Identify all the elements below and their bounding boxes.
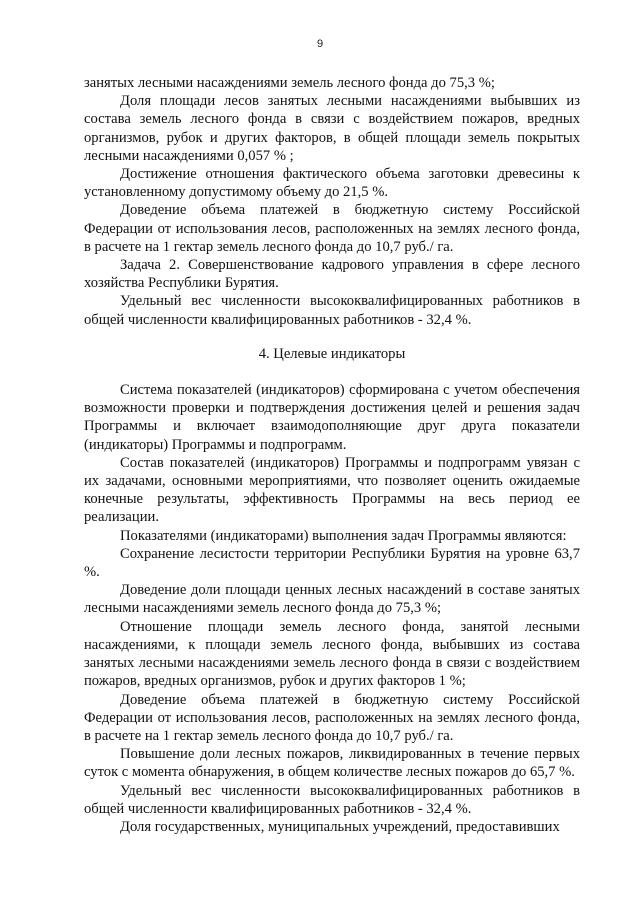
paragraph: Доля площади лесов занятых лесными насаждениями выбывших из состава земель лесного фонда в связи с воздействием пожаров, вредных организмов, рубок и других факторов, в общей площади земель покрытых лесными насаждениями 0,057 % ;: [84, 93, 580, 164]
paragraph-continuation: занятых лесными насаждениями земель лесного фонда до 75,3 %;: [84, 75, 495, 91]
paragraph: Отношение площади земель лесного фонда, занятой лесными насаждениями, к площади земель лесного фонда, выбывших из состава занятых лесными насаждениями земель лесного фонда в связи с воздействием пожаров, вредных организмов, рубок и других факторов 1 %;: [84, 618, 580, 690]
paragraph: Достижение отношения фактического объема заготовки древесины к установленному допустимому объему до 21,5 %.: [84, 166, 580, 201]
paragraph: Система показателей (индикаторов) сформирована с учетом обеспечения возможности проверки и подтверждения достижения целей и решения задач Программы и включает взаимодополняющие друг друга показатели (индикаторы) Программы и подпрограмм.: [84, 382, 580, 453]
paragraph: Сохранение лесистости территории Республики Бурятия на уровне 63,7 %.: [84, 545, 580, 581]
paragraph: Состав показателей (индикаторов) Программы и подпрограмм увязан с их задачами, основными мероприятиями, что позволяет оценить ожидаемые конечные результаты, эффективность Программы на весь период ее реализации.: [84, 454, 580, 526]
paragraph: Удельный вес численности высококвалифицированных работников в общей численности квалифицированных работников - 32,4 %.: [84, 782, 580, 817]
paragraph-indicators-intro: Показателями (индикаторами) выполнения задач Программы являются:: [120, 527, 567, 544]
paragraph: Повышение доли лесных пожаров, ликвидированных в течение первых суток с момента обнаружения, в общем количестве лесных пожаров до 65,7 %.: [84, 746, 580, 781]
paragraph: Доведение объема платежей в бюджетную систему Российской Федерации от использования лесов, расположенных на землях лесного фонда, в расчете на 1 гектар земель лесного фонда до 10,7 руб./ га.: [84, 691, 580, 744]
paragraph: Доведение доли площади ценных лесных насаждений в составе занятых лесными насаждениями земель лесного фонда до 75,3 %;: [84, 582, 580, 617]
section-heading: 4. Целевые индикаторы: [258, 345, 406, 362]
paragraph: Доведение объема платежей в бюджетную систему Российской Федерации от использования лесов, расположенных на землях лесного фонда, в расчете на 1 гектар земель лесного фонда до 10,7 руб./ га.: [84, 202, 580, 255]
paragraph-task-2: Задача 2. Совершенствование кадрового управления в сфере лесного хозяйства Республики Бурятия.: [84, 257, 580, 292]
paragraph: Удельный вес численности высококвалифицированных работников в общей численности квалифицированных работников - 32,4 %.: [84, 293, 580, 328]
page-number: 9: [316, 38, 324, 50]
paragraph: Доля государственных, муниципальных учреждений, предоставивших: [120, 818, 560, 835]
document-body: [84, 74, 580, 836]
